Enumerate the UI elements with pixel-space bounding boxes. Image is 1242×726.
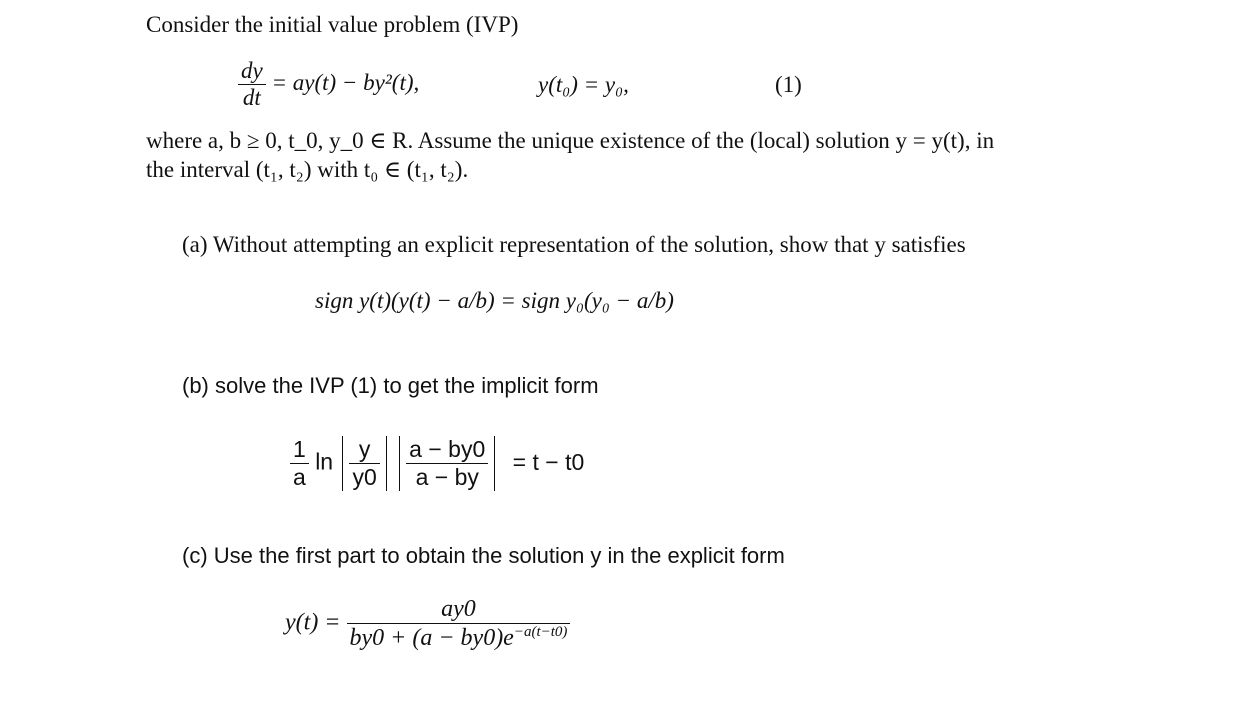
ratio-denominator: a − by — [415, 464, 479, 490]
explicit-exponent: −a(t−t0) — [513, 624, 568, 640]
intro-text: Consider the initial value problem (IVP) — [146, 12, 519, 37]
explicit-solution-equation — [285, 596, 570, 652]
one-over-a-numerator: 1 — [290, 436, 309, 464]
explicit-denominator-base: by0 + (a − by0)e — [349, 625, 514, 651]
explicit-denominator — [347, 624, 571, 652]
explicit-fraction — [347, 596, 571, 652]
one-over-a-denominator: a — [293, 464, 306, 490]
equation-1-rhs: = ay(t) − by²(t), — [271, 69, 420, 95]
y-over-y0-denominator: y0 — [352, 464, 377, 490]
part-a-text: (a) Without attempting an explicit representation of the solution, show that y satisfies — [182, 232, 966, 257]
part-c-text: (c) Use the first part to obtain the solution y in the explicit form — [182, 543, 785, 568]
explicit-lhs: y(t) = — [285, 609, 341, 636]
derivative-denominator: dt — [242, 85, 261, 110]
ln-label: ln — [315, 448, 334, 475]
derivative-fraction — [238, 58, 266, 111]
where-line-2: the interval (t₁, t₂) with t₀ ∈ (t₁, t₂). — [146, 157, 469, 182]
abs-y-over-y0 — [342, 436, 386, 491]
part-b-text: (b) solve the IVP (1) to get the implicit form — [182, 373, 599, 398]
abs-ratio — [399, 436, 495, 491]
implicit-rhs: = t − t0 — [512, 448, 585, 475]
implicit-form-equation — [290, 436, 584, 491]
equation-1 — [238, 58, 419, 111]
one-over-a-fraction — [290, 436, 309, 491]
equation-number: (1) — [775, 72, 802, 97]
part-a-equation: sign y(t)(y(t) − a/b) = sign y₀(y₀ − a/b) — [315, 288, 674, 313]
derivative-numerator: dy — [238, 58, 266, 85]
ratio-numerator: a − by0 — [406, 436, 488, 464]
initial-condition: y(t₀) = y₀, — [538, 72, 629, 97]
ratio-fraction — [406, 436, 488, 491]
where-line-1: where a, b ≥ 0, t_0, y_0 ∈ R. Assume the unique existence of the (local) solution y = y(t), in — [146, 128, 995, 153]
y-over-y0-numerator: y — [349, 436, 379, 464]
y-over-y0-fraction — [349, 436, 379, 491]
explicit-numerator: ay0 — [347, 596, 571, 624]
